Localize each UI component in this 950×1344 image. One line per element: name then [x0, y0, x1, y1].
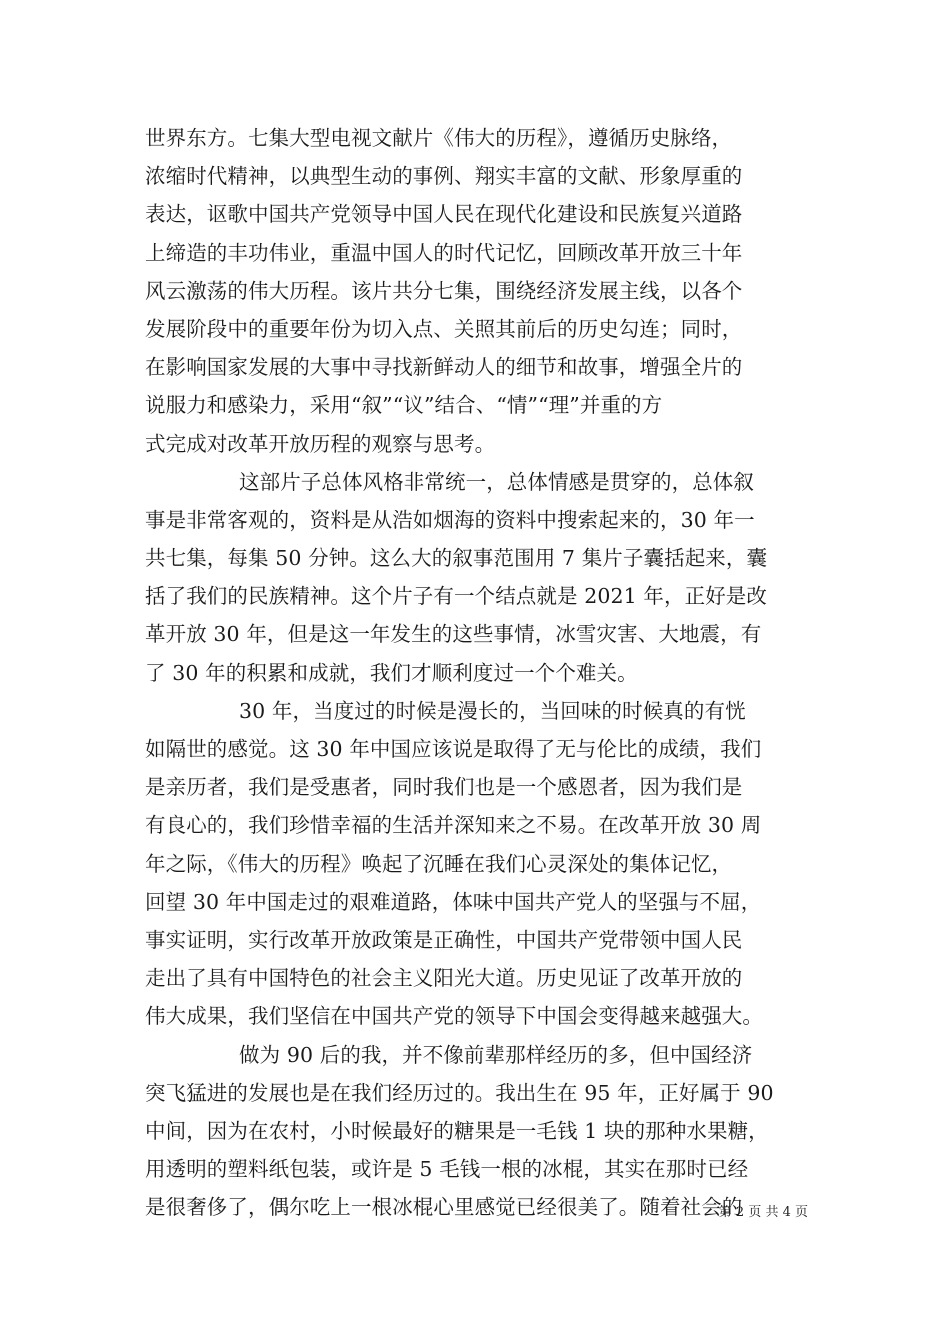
text-line: 如隔世的感觉。这 30 年中国应该说是取得了无与伦比的成绩，我们 [145, 737, 762, 761]
text-line: 中间，因为在农村，小时候最好的糖果是一毛钱 1 块的那种水果糖， [145, 1118, 769, 1143]
text-line: 回望 30 年中国走过的艰难道路，体味中国共产党人的坚强与不屈， [145, 889, 762, 914]
paragraph-2 [145, 463, 809, 692]
text-line: 世界东方。七集大型电视文献片《伟大的历程》，遵循历史脉络， [145, 126, 733, 150]
text-line: 发展阶段中的重要年份为切入点、关照其前后的历史勾连；同时， [145, 316, 743, 341]
body-text [145, 119, 809, 1226]
text-line: 风云激荡的伟大历程。该片共分七集，围绕经济发展主线，以各个 [145, 278, 743, 303]
text-line: 这部片子总体风格非常统一，总体情感是贯穿的，总体叙 [239, 469, 754, 494]
text-line: 30 年，当度过的时候是漫长的，当回味的时候真的有恍 [239, 698, 746, 723]
text-line: 括了我们的民族精神。这个片子有一个结点就是 2021 年，正好是改 [145, 584, 768, 609]
text-line: 了 30 年的积累和成就，我们才顺利度过一个个难关。 [145, 660, 638, 685]
text-line: 伟大成果，我们坚信在中国共产党的领导下中国会变得越来越强大。 [145, 1004, 763, 1029]
paragraph-4 [145, 1036, 809, 1227]
text-line: 是很奢侈了，偶尔吃上一根冰棍心里感觉已经很美了。随着社会的 [145, 1195, 743, 1220]
text-line: 上缔造的丰功伟业，重温中国人的时代记忆，回顾改革开放三十年 [145, 240, 743, 265]
text-line: 事是非常客观的，资料是从浩如烟海的资料中搜索起来的，30 年一 [145, 507, 755, 532]
text-line: 共七集，每集 50 分钟。这么大的叙事范围用 7 集片子囊括起来，囊 [145, 546, 768, 571]
text-line: 浓缩时代精神，以典型生动的事例、翔实丰富的文献、形象厚重的 [145, 164, 743, 189]
text-line: 在影响国家发展的大事中寻找新鲜动人的细节和故事，增强全片的 [145, 355, 743, 380]
page-number-footer: 第 2 页 共 4 页 [718, 1205, 808, 1220]
text-line: 革开放 30 年，但是这一年发生的这些事情，冰雪灾害、大地震，有 [145, 622, 762, 647]
text-line: 用透明的塑料纸包装，或许是 5 毛钱一根的冰棍，其实在那时已经 [145, 1157, 749, 1182]
text-line: 说服力和感染力，采用“叙”“议”结合、“情”“理”并重的方 [145, 393, 663, 418]
paragraph-3 [145, 692, 809, 1036]
text-line: 事实证明，实行改革开放政策是正确性，中国共产党带领中国人民 [145, 927, 743, 952]
text-line: 式完成对改革开放历程的观察与思考。 [145, 431, 496, 456]
paragraph-1 [145, 119, 809, 463]
text-line: 走出了具有中国特色的社会主义阳光大道。历史见证了改革开放的 [145, 966, 743, 991]
text-line: 有良心的，我们珍惜幸福的生活并深知来之不易。在改革开放 30 周 [145, 813, 762, 838]
text-line: 是亲历者，我们是受惠者，同时我们也是一个感恩者，因为我们是 [145, 775, 743, 800]
text-line: 突飞猛进的发展也是在我们经历过的。我出生在 95 年，正好属于 90 [145, 1080, 774, 1105]
text-line: 年之际，《伟大的历程》唤起了沉睡在我们心灵深处的集体记忆， [145, 851, 733, 876]
text-line: 表达，讴歌中国共产党领导中国人民在现代化建设和民族复兴道路 [145, 202, 743, 227]
text-line: 做为 90 后的我，并不像前辈那样经历的多，但中国经济 [239, 1042, 753, 1067]
